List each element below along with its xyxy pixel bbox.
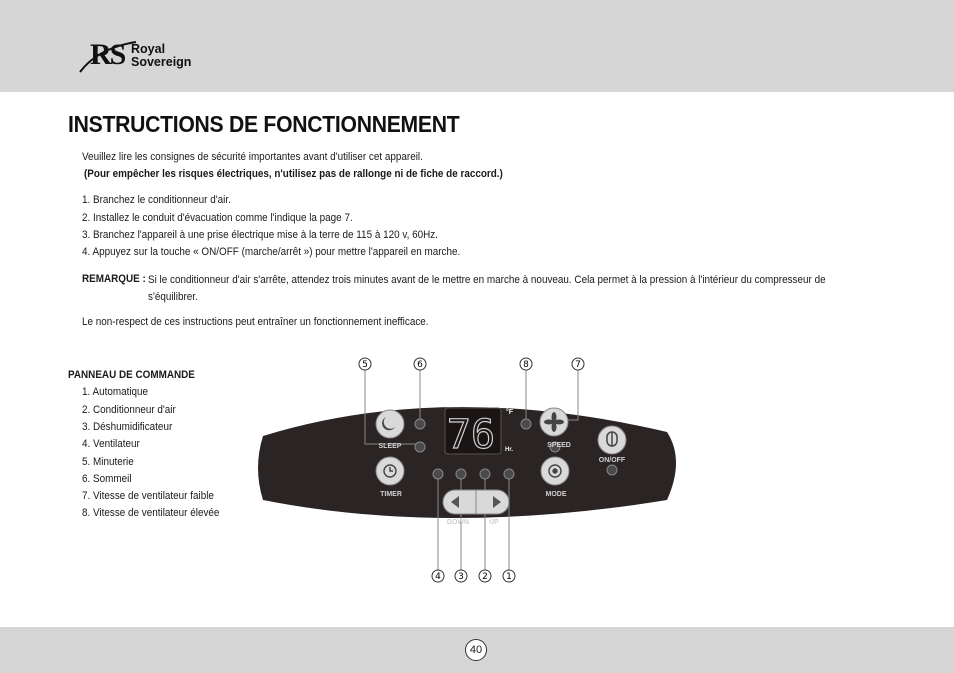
- callouts-bottom: [432, 570, 515, 582]
- dehumidify-mode-led: [456, 469, 466, 479]
- panel-heading: PANNEAU DE COMMANDE: [68, 369, 195, 381]
- mode-label: MODE: [545, 491, 567, 498]
- callout-7: 7: [575, 360, 581, 370]
- panel-item-5: 5. Minuterie: [82, 456, 134, 468]
- intro-text: Veuillez lire les consignes de sécurité importantes avant d'utiliser cet appareil.: [82, 151, 423, 163]
- step-4: 4. Appuyez sur la touche « ON/OFF (marche/arrêt ») pour mettre l'appareil en marche.: [82, 246, 461, 258]
- callouts-top: [359, 358, 584, 370]
- remark-text: Si le conditionneur d'air s'arrête, attendez trois minutes avant de le mettre en marche à nouveau. Cela permet à la pression à l'intérieur du compresseur de s'équilibrer.: [148, 274, 826, 303]
- power-led: [607, 465, 617, 475]
- callout-2: 2: [482, 572, 488, 582]
- timer-label: TIMER: [380, 491, 402, 498]
- down-label: DOWN: [446, 519, 470, 526]
- callout-5: 5: [362, 360, 368, 370]
- panel-item-1: 1. Automatique: [82, 386, 149, 398]
- step-1: 1. Branchez le conditionneur d'air.: [82, 194, 231, 206]
- brand-line1: Royal: [131, 42, 166, 56]
- callout-1: 1: [506, 572, 512, 582]
- high-speed-indicator: [521, 419, 531, 429]
- display-value: 76: [446, 412, 496, 458]
- sleep-button[interactable]: [376, 410, 404, 450]
- warning-text: (Pour empêcher les risques électriques, n'utilisez pas de rallonge ni de fiche de raccord.): [84, 168, 503, 180]
- panel-item-6: 6. Sommeil: [82, 473, 132, 485]
- step-2: 2. Installez le conduit d'évacuation comme l'indique la page 7.: [82, 212, 353, 224]
- brand-line2: Sovereign: [131, 55, 192, 69]
- cool-mode-led: [480, 469, 490, 479]
- logo-letters: RS: [90, 38, 125, 71]
- page-number: 40: [465, 639, 487, 661]
- page-title: INSTRUCTIONS DE FONCTIONNEMENT: [68, 111, 460, 137]
- royal-sovereign-logo: [78, 38, 218, 78]
- sleep-indicator: [415, 419, 425, 429]
- page-header: [0, 0, 954, 92]
- panel-item-2: 2. Conditionneur d'air: [82, 404, 176, 416]
- panel-item-7: 7. Vitesse de ventilateur faible: [82, 490, 214, 502]
- noncompliance-text: Le non-respect de ces instructions peut entraîner un fonctionnement inefficace.: [82, 316, 429, 328]
- up-label: UP: [489, 519, 499, 526]
- callout-6: 6: [417, 360, 423, 370]
- auto-mode-led: [504, 469, 514, 479]
- brand-name: [131, 43, 191, 69]
- unit-fahrenheit: °F: [506, 409, 514, 416]
- onoff-label: ON/OFF: [598, 457, 626, 464]
- fan-mode-led: [433, 469, 443, 479]
- unit-hours: Hr.: [505, 447, 514, 453]
- panel-item-4: 4. Ventilateur: [82, 438, 140, 450]
- mode-button[interactable]: [541, 457, 569, 498]
- callout-3: 3: [458, 572, 464, 582]
- sleep-led: [415, 442, 425, 452]
- callout-4: 4: [435, 572, 441, 582]
- panel-item-3: 3. Déshumidificateur: [82, 421, 173, 433]
- speed-label: SPEED: [547, 442, 571, 449]
- step-3: 3. Branchez l'appareil à une prise électrique mise à la terre de 115 à 120 v, 60Hz.: [82, 229, 438, 241]
- timer-button[interactable]: [376, 457, 404, 498]
- callout-8: 8: [523, 360, 529, 370]
- control-panel-diagram: [255, 350, 715, 590]
- panel-item-8: 8. Vitesse de ventilateur élevée: [82, 507, 220, 519]
- down-up-rocker[interactable]: [443, 490, 509, 514]
- remark-label: REMARQUE :: [82, 273, 146, 285]
- sleep-label: SLEEP: [378, 443, 402, 450]
